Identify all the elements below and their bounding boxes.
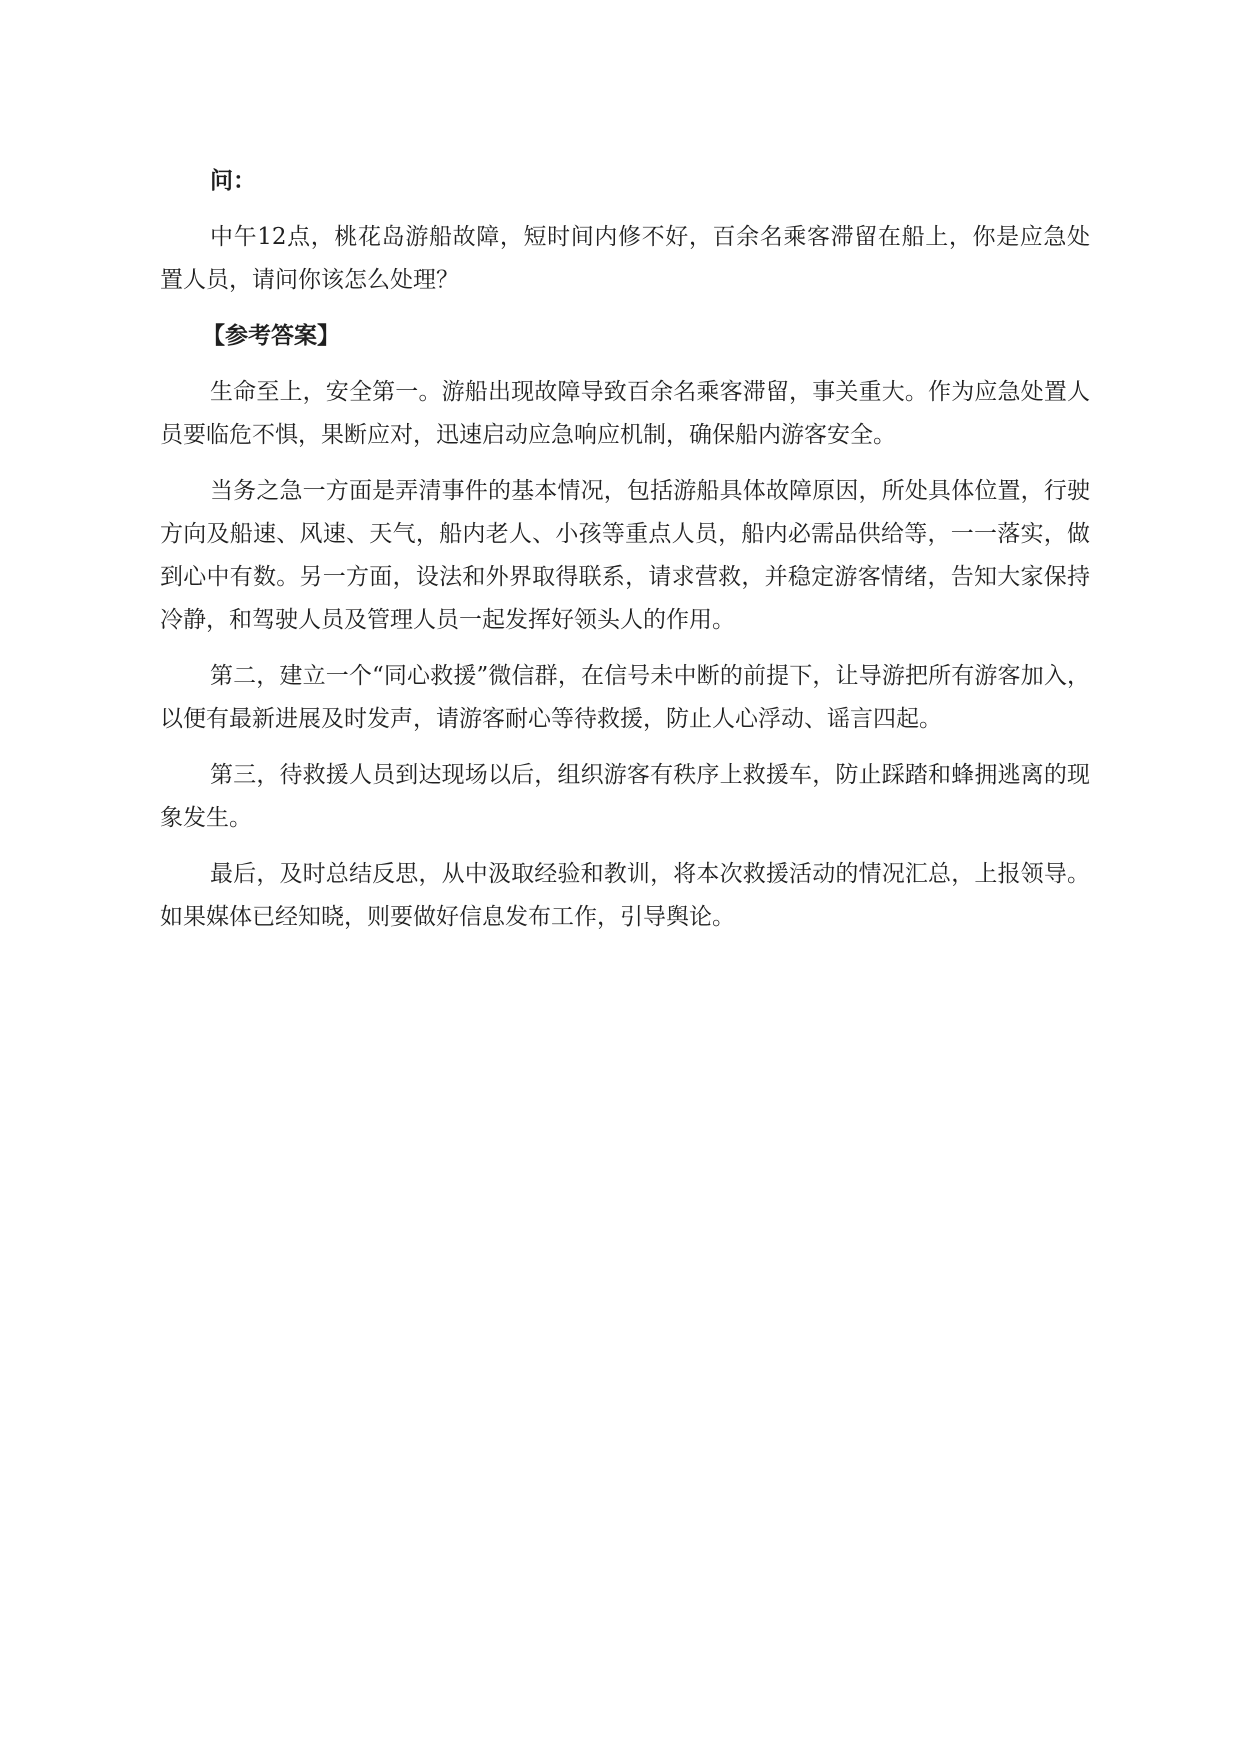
answer-paragraph-4: 第三，待救援人员到达现场以后，组织游客有秩序上救援车，防止踩踏和蜂拥逃离的现象发生。 — [160, 762, 1090, 831]
answer-paragraph-2: 当务之急一方面是弄清事件的基本情况，包括游船具体故障原因，所处具体位置，行驶方向及船速、风速、天气，船内老人、小孩等重点人员，船内必需品供给等，一一落实，做到心中有数。另一方面，设法和外界取得联系，请求营救，并稳定游客情绪，告知大家保持冷静，和驾驶人员及管理人员一起发挥好领头人的作用。 — [160, 478, 1090, 633]
question-label: 问： — [210, 168, 256, 194]
question-text: 中午12点，桃花岛游船故障，短时间内修不好，百余名乘客滞留在船上，你是应急处置人员，请问你该怎么处理？ — [160, 224, 1090, 293]
answer-paragraph-3: 第二，建立一个“同心救援”微信群，在信号未中断的前提下，让导游把所有游客加入，以便有最新进展及时发声，请游客耐心等待救援，防止人心浮动、谣言四起。 — [160, 663, 1090, 732]
answer-paragraph-5: 最后，及时总结反思，从中汲取经验和教训，将本次救援活动的情况汇总，上报领导。如果媒体已经知晓，则要做好信息发布工作，引导舆论。 — [160, 861, 1090, 930]
document-page — [160, 160, 1090, 952]
answer-paragraph-1: 生命至上，安全第一。游船出现故障导致百余名乘客滞留，事关重大。作为应急处置人员要临危不惧，果断应对，迅速启动应急响应机制，确保船内游客安全。 — [160, 379, 1090, 448]
answer-label: 【参考答案】 — [202, 323, 340, 349]
